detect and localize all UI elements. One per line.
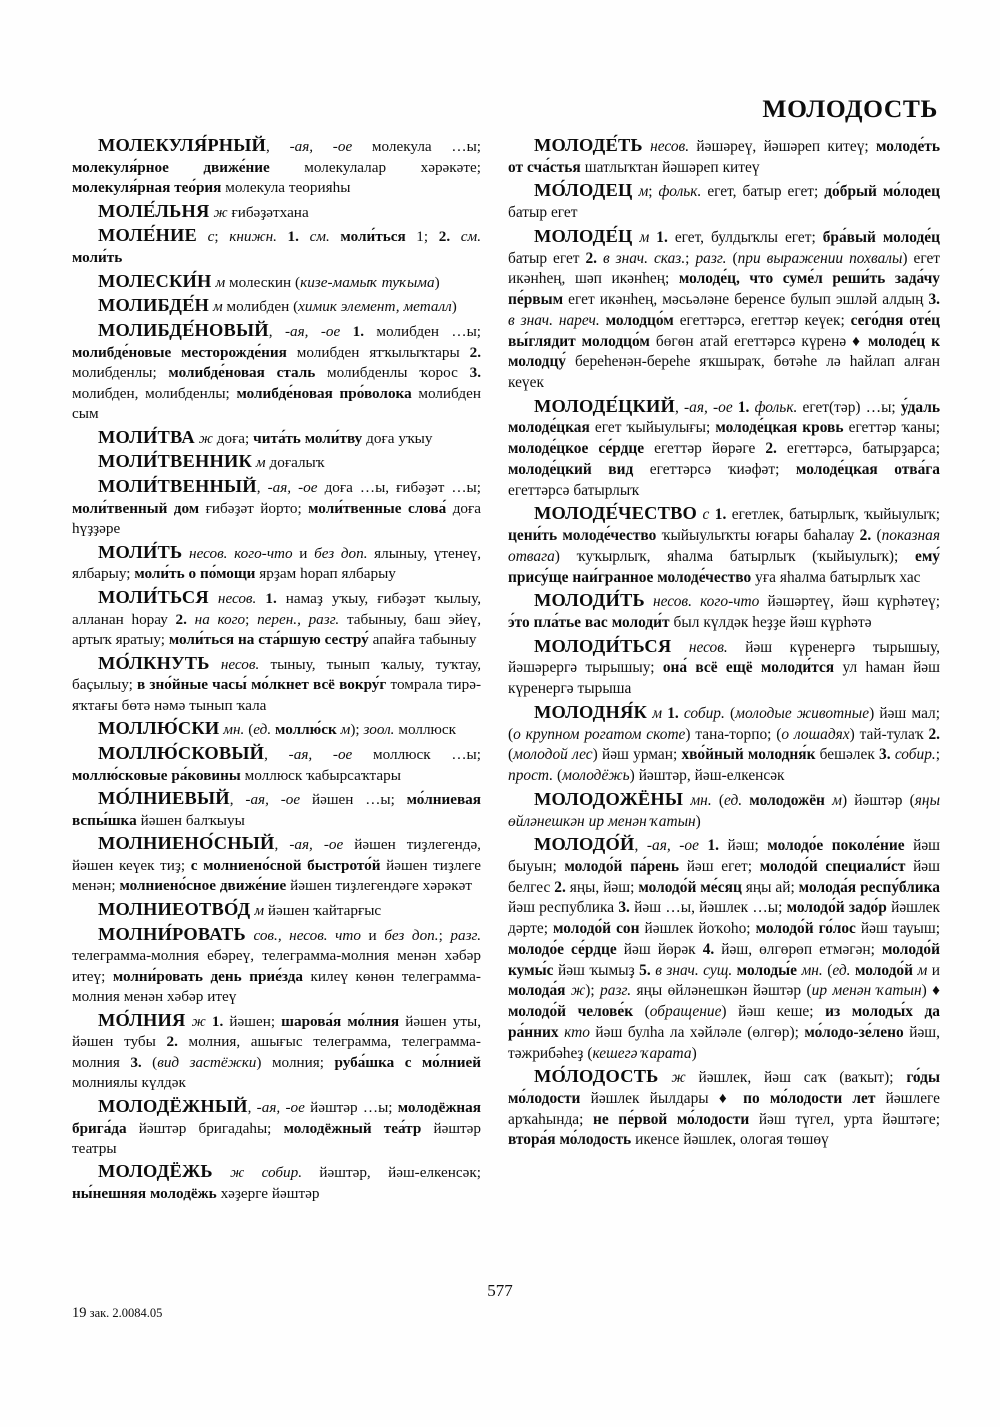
dictionary-entry [508, 501, 940, 588]
dictionary-entry [72, 1094, 481, 1160]
entry-body: , -ая, -ое йәшен тиҙлегендә, йәшен кеүек тиҙ; с молниено́сной быстрото́й йәшен тиҙлеге менән; молниено́сное движе́ние йәшен тиҙлегендәге хәрәкәт [72, 836, 481, 895]
signature-mark [72, 1305, 162, 1322]
entry-body: , -ая, -ое 1. фольк. егет(тәр) …ы; у́даль молоде́цкая егет ҡыйыулығы; молоде́цкая кровь егеттәр ҡаны; молоде́цкое се́рдце егеттәр йөрәге 2. егеттәрсә, батырҙарса; молоде́цкий вид егеттәрсә ҡиәфәт; молоде́цкая отва́га егеттәрсә батырлыҡ [508, 398, 941, 499]
headword: МО́ЛКНУТЬ [98, 652, 210, 673]
entry-body: , -ая, -ое йәшен …ы; мо́лниевая вспы́шка йәшен балҡыуы [72, 791, 481, 829]
entry-body: с; книжн. 1. см. моли́ться 1; 2. см. моли́ть [72, 228, 481, 267]
headword: МО́ЛНИЯ [98, 1009, 186, 1030]
headword: МОЛНИЕНО́СНЫЙ [98, 833, 275, 854]
headword: МОЛНИЕОТВО́Д [98, 898, 251, 919]
dictionary-entry [508, 178, 940, 223]
headword: МОЛОДЁЖНЫЙ [98, 1095, 248, 1116]
right-column [508, 133, 940, 1205]
headword: МОЛОДЕ́ЧЕСТВО [534, 503, 698, 524]
dictionary-entry [72, 199, 481, 224]
dictionary-entry [72, 223, 481, 268]
headword: МО́ЛОДОСТЬ [534, 1066, 659, 1087]
headword: МОЛИ́ТВЕННЫЙ [98, 476, 257, 497]
dictionary-entry [72, 540, 481, 585]
entry-body: , -ая, -ое моллюск …ы; моллю́сковые ра́ковины моллюск ҡабырсаҡтары [72, 745, 481, 784]
dictionary-entry [72, 449, 481, 474]
entry-body: , -ая, -ое йәштәр …ы; молодёжная брига́да йәштәр бригадаһы; молодёжный теа́тр йәштәр театры [72, 1098, 482, 1157]
dictionary-entry [72, 716, 481, 741]
entry-body: несов. йәшәреү, йәшәреп китеү; молоде́ть от сча́стья шатлыҡтан йәшәреп китеү [508, 138, 940, 176]
left-column [72, 133, 481, 1205]
entry-body: несов. кого-что йәшәртеү, йәш күрһәтеү; э́то пла́тье вас молоди́т был күлдәк һеҙҙе йәш күрһәтә [508, 593, 940, 631]
headword: МОЛОДОЖЁНЫ [534, 788, 684, 809]
entry-body: мн. (ед. молодожён м) йәштәр (яңы өйләнешкән ир менән ҡатын) [508, 791, 940, 830]
entry-body: м; фольк. егет, батыр егет; до́брый мо́лодец батыр егет [508, 183, 941, 222]
entry-body: несов. 1. намаҙ уҡыу, ғибәҙәт ҡылыу, алланан һорау 2. на кого; перен., разг. табыныу, баш эйеү, артыҡ яратыу; моли́ться на ста́ршую сестру́ апайға табыныу [72, 589, 482, 649]
headword: МОЛНИ́РОВАТЬ [98, 923, 246, 944]
entry-body: ж собир. йәштәр, йәш-елкенсәк; ны́нешняя молодёжь хәҙерге йәштәр [72, 1164, 481, 1203]
headword: МОЛЕКУЛЯ́РНЫЙ [98, 135, 267, 155]
headword: МОЛОДНЯ́К [534, 701, 648, 722]
dictionary-entry [72, 474, 481, 540]
dictionary-entry [72, 1008, 481, 1094]
entry-body: м молибден (химик элемент, металл) [212, 298, 457, 316]
headword: МОЛЕ́НИЕ [98, 225, 197, 246]
entry-body: ж йәшлек, йәш саҡ (ваҡыт); го́ды мо́лодости йәшлек йылдары ♦ по мо́лодости лет йәшлеге арҡаһында; не пе́рвой мо́лодости йәш түгел, урта йәштәге; втора́я мо́лодость икенсе йәшлек, ологая төшөү [508, 1069, 940, 1149]
dictionary-entry [72, 269, 481, 294]
headword: МОЛИ́ТЬ [98, 541, 183, 562]
headword: МОЛИ́ТВА [98, 426, 195, 447]
entry-body: мн. (ед. моллю́ск м); зоол. моллюск [223, 721, 457, 739]
dictionary-entry [72, 293, 481, 318]
running-head: МОЛОДОСТЬ [762, 94, 938, 123]
dictionary-entry [72, 318, 481, 425]
dictionary-entry [508, 787, 940, 832]
signature-order: зак. 2.0084.05 [89, 1306, 163, 1320]
headword: МОЛИ́ТЬСЯ [98, 586, 209, 607]
entry-body: м 1. егет, булдыҡлы егет; бра́вый молоде́ц батыр егет 2. в знач. сказ.; разг. (при выражении похвалы) егет икәнһең, шәп икәнһең; молоде́ц, что суме́л реши́ть зада́чу пе́рвым егет икәнһең, мәсьәләне беренсе булып эшләй алдың 3. в знач. нареч. молодцо́м егеттәрсә, егеттәр кеүек; сего́дня оте́ц вы́глядит молодцо́м бөгөн атай егеттәрсә күренә ♦ молоде́ц к молодцу́ береһенән-береһе яҡшыраҡ, бөтәһе лә һайлап алған кеүек [508, 228, 941, 391]
dictionary-entry [72, 897, 481, 922]
entry-body: несов. кого-что и без доп. ялыныу, үтенеү, ялбарыу; моли́ть о по́мощи ярҙам һорап ялбарыу [72, 544, 482, 583]
headword: МОЛЛЮ́СКИ [98, 718, 220, 739]
entry-body: , -ая, -ое доға …ы, ғибәҙәт …ы; моли́твенный дом ғибәҙәт йорто; моли́твенные слова́ доға һүҙҙәре [72, 479, 481, 538]
entry-body: м 1. собир. (молодые животные) йәш мал; (о крупном рогатом скоте) тана-торпо; (о лошадях) тай-тулаҡ 2. (молодой лес) йәш урман; хво́йный молодня́к бешәлек 3. собир.; прост. (молодёжь) йәштәр, йәш-елкенсәк [508, 704, 941, 785]
headword: МОЛИБДЕ́НОВЫЙ [98, 320, 269, 341]
entry-body: сов., несов. что и без доп.; разг. телеграмма-молния ебәреү, телеграмма-молния менән хәбәр итеү; молни́ровать день прие́зда килеү көнөн телеграмма-молния менән хәбәр итеү [72, 926, 482, 1006]
entry-body: м молескин (кизе-мамыҡ туҡыма) [215, 273, 440, 291]
signature-number: 19 [72, 1305, 87, 1321]
dictionary-entry [72, 786, 481, 831]
dictionary-entry [508, 224, 940, 394]
dictionary-entry [72, 585, 481, 651]
dictionary-entry [72, 922, 481, 1008]
page-number: 577 [487, 1281, 513, 1300]
dictionary-entry [72, 425, 481, 450]
headword: МО́ЛОДЕЦ [534, 180, 633, 201]
headword: МОЛОДЁЖЬ [98, 1161, 213, 1182]
headword: МОЛЕСКИ́Н [98, 270, 212, 291]
dictionary-entry [72, 651, 481, 717]
headword: МОЛОДО́Й [534, 834, 635, 855]
dictionary-entry [508, 634, 940, 700]
headword: МОЛОДИ́ТЬСЯ [534, 635, 672, 656]
entry-body: м доғалыҡ [255, 454, 325, 472]
entry-body: ж доға; чита́ть моли́тву доға уҡыу [198, 429, 433, 447]
dictionary-entry [72, 741, 481, 786]
headword: МОЛИ́ТВЕННИК [98, 451, 253, 472]
headword: МОЛОДЕ́ТЬ [534, 135, 643, 155]
entry-body: , -ая, -ое 1. молибден …ы; молибде́новые месторожде́ния молибден ятҡылыҡтары 2. молибденлы; молибде́новая сталь молибденлы ҡорос 3. молибден, молибденлы; молибде́новая про́волока молибден сым [72, 323, 482, 423]
headword: МОЛОДЕ́Ц [534, 225, 633, 246]
entry-body: несов. йәш күренергә тырышыу, йәшәрергә тырышыу; она́ всё ещё молоди́тся ул һаман йәш күренергә тырыша [508, 638, 940, 698]
dictionary-entry [508, 832, 940, 1064]
entry-body: ж 1. йәшен; шарова́я мо́лния йәшен уты, йәшен тубы 2. молния, ашығыс телеграмма, телеграмма-молния 3. (вид застёжки) молния; руба́шка с мо́лнией молниялы күлдәк [72, 1012, 481, 1092]
dictionary-entry [508, 133, 940, 178]
dictionary-entry [72, 133, 481, 199]
headword: МОЛЕ́ЛЬНЯ [98, 200, 210, 221]
headword: МОЛОДИ́ТЬ [534, 590, 645, 611]
headword: МОЛИБДЕ́Н [98, 295, 210, 316]
entry-body: , -ая, -ое 1. йәш; молодо́е поколе́ние йәш быуын; молодо́й па́рень йәш егет; молодо́й специали́ст йәш белгес 2. яңы, йәш; молодо́й ме́сяц яңы ай; молода́я респу́блика йәш республика 3. йәш …ы, йәшлек …ы; молодо́й задо́р йәшлек дәрте; молодо́й сон йәшлек йоҡоһо; молодо́й го́лос йәш тауыш; молодо́е се́рдце йәш йөрәк 4. йәш, өлгөрөп етмәгән; молодо́й кумы́с йәш ҡымыҙ 5. в знач. сущ. молоды́е мн. (ед. молодо́й м и молода́я ж); разг. яңы өйләнешкән йәштәр (ир менән ҡатын) ♦ молодо́й челове́к (обращение) йәш кеше; из молоды́х да ра́нних кто йәш булһа ла хәйләле (өлгөр); мо́лодо-зе́лено йәш, тәжрибәһеҙ (кешегә ҡарата) [508, 837, 941, 1062]
headword: МОЛОДЕ́ЦКИЙ [534, 395, 676, 416]
dictionary-entry [508, 588, 940, 633]
headword: МОЛЛЮ́СКОВЫЙ [98, 742, 265, 763]
dictionary-entry [72, 831, 481, 897]
entry-body: , -ая, -ое молекула …ы; молекуля́рное движе́ние молекулалар хәрәкәте; молекуля́рная тео́рия молекула теорияһы [72, 138, 481, 197]
dictionary-entry [508, 700, 940, 787]
dictionary-entry [72, 1159, 481, 1204]
two-column-body [72, 133, 940, 1205]
entry-body: с 1. егетлек, батырлыҡ, ҡыйыулыҡ; цени́ть молоде́чество ҡыйыулыҡты юғары баһалау 2. (показная отвага) ҡуҡырлыҡ, яһалма батырлыҡ (ҡыйыулыҡ); ему́ прису́ще наи́гранное молоде́чество уға яһалма батырлыҡ хас [508, 506, 941, 586]
dictionary-entry [508, 394, 940, 502]
dictionary-entry [508, 1064, 940, 1151]
entry-body: м йәшен ҡайтарғыс [254, 901, 382, 919]
headword: МО́ЛНИЕВЫЙ [98, 788, 230, 809]
entry-body: ж ғибәҙәтхана [213, 203, 309, 221]
entry-body: несов. тыныу, тынып ҡалыу, туҡтау, баҫылыу; в зно́йные часы́ мо́лкнет всё вокру́г томрала тирә-яҡтағы бөтә нәмә тынып ҡала [72, 655, 481, 714]
